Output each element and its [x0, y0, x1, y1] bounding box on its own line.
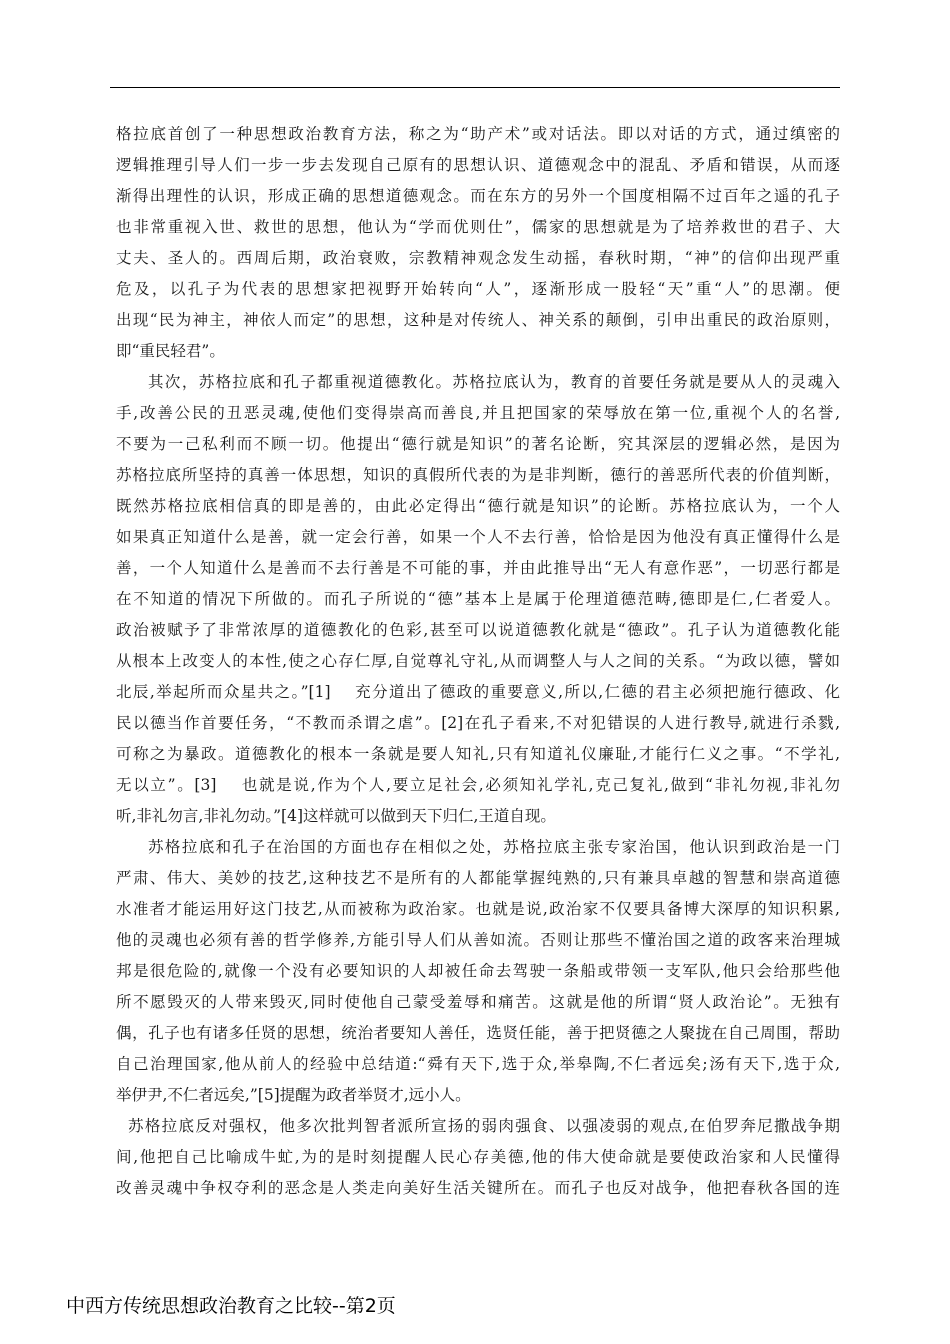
text-line: 从根本上改变人的本性,使之心存仁厚,自觉尊礼守礼,从而调整人与人之间的关系。“为政以德，譬如: [116, 652, 840, 670]
paragraph: [116, 1111, 840, 1204]
paragraph: [116, 367, 840, 832]
text-line: 偶，孔子也有诸多任贤的思想，统治者要知人善任，选贤任能，善于把贤德之人聚拢在自己周围，帮助: [116, 1024, 840, 1042]
text-line: 举伊尹,不仁者远矣,”[5]提醒为政者举贤才,远小人。: [116, 1086, 471, 1104]
document-body: [116, 119, 840, 1204]
text-line: 善，一个人知道什么是善而不去行善是不可能的事，并由此推导出“无人有意作恶”，一切恶行都是: [116, 559, 840, 577]
page-footer: 中西方传统思想政治教育之比较--第2页: [66, 1295, 396, 1317]
text-line: 出现“民为神主，神依人而定”的思想，这种是对传统人、神关系的颠倒，引申出重民的政治原则，: [116, 311, 840, 329]
text-line: 他的灵魂也必须有善的哲学修养,方能引导人们从善如流。否则让那些不懂治国之道的政客来治理城: [116, 931, 840, 949]
text-line: 苏格拉底所坚持的真善一体思想，知识的真假所代表的为是非判断，德行的善恶所代表的价值判断，: [116, 466, 840, 484]
text-line: 政治被赋予了非常浓厚的道德教化的色彩,甚至可以说道德教化就是“德政”。孔子认为道德教化能: [116, 621, 840, 639]
text-line: 也非常重视入世、救世的思想，他认为“学而优则仕”，儒家的思想就是为了培养救世的君子、大: [116, 218, 840, 236]
text-line: 严肃、伟大、美妙的技艺,这种技艺不是所有的人都能掌握纯熟的,只有兼具卓越的智慧和崇高道德: [116, 869, 840, 887]
header-rule: [110, 87, 840, 88]
text-line: 苏格拉底反对强权，他多次批判智者派所宣扬的弱肉强食、以强凌弱的观点,在伯罗奔尼撒战争期: [128, 1117, 840, 1135]
text-line: 听,非礼勿言,非礼勿动。”[4]这样就可以做到天下归仁,王道自现。: [116, 807, 556, 825]
text-line: 民以德当作首要任务，“不教而杀谓之虐”。[2]在孔子看来,不对犯错误的人进行教导,就进行杀戮,: [116, 714, 840, 732]
text-line: 可称之为暴政。道德教化的根本一条就是要人知礼,只有知道礼仪廉耻,才能行仁义之事。“不学礼,: [116, 745, 840, 763]
text-line: 逻辑推理引导人们一步一步去发现自己原有的思想认识、道德观念中的混乱、矛盾和错误，从而逐: [116, 156, 840, 174]
text-line: 危及，以孔子为代表的思想家把视野开始转向“人”，逐渐形成一股轻“天”重“人”的思潮。便: [116, 280, 840, 298]
text-line: 如果真正知道什么是善，就一定会行善，如果一个人不去行善，恰恰是因为他没有真正懂得什么是: [116, 528, 840, 546]
text-line: 所不愿毁灭的人带来毁灭,同时使他自己蒙受羞辱和痛苦。这就是他的所谓“贤人政治论”。无独有: [116, 993, 840, 1011]
paragraph: [116, 832, 840, 1111]
text-line: 不要为一己私利而不顾一切。他提出“德行就是知识”的著名论断，究其深层的逻辑必然，是因为: [116, 435, 840, 453]
text-line: 渐得出理性的认识，形成正确的思想道德观念。而在东方的另外一个国度相隔不过百年之遥的孔子: [116, 187, 840, 205]
text-line: 北辰,举起所而众星共之。”[1] 充分道出了德政的重要意义,所以,仁德的君主必须把施行德政、化: [116, 683, 840, 701]
text-line: 改善灵魂中争权夺利的恶念是人类走向美好生活关键所在。而孔子也反对战争，他把春秋各国的连: [116, 1179, 840, 1197]
text-line: 邦是很危险的,就像一个没有必要知识的人却被任命去驾驶一条船或带领一支军队,他只会给那些他: [116, 962, 840, 980]
text-line: 无以立”。[3] 也就是说,作为个人,要立足社会,必须知礼学礼,克己复礼,做到“非礼勿视,非礼勿: [116, 776, 840, 794]
text-line: 自己治理国家,他从前人的经验中总结道:“舜有天下,选于众,举皋陶,不仁者远矣;汤有天下,选于众,: [116, 1055, 840, 1073]
text-line: 手,改善公民的丑恶灵魂,使他们变得崇高而善良,并且把国家的荣辱放在第一位,重视个人的名誉,: [116, 404, 840, 422]
text-line: 苏格拉底和孔子在治国的方面也存在相似之处，苏格拉底主张专家治国，他认识到政治是一门: [148, 838, 840, 856]
text-line: 丈夫、圣人的。西周后期，政治衰败，宗教精神观念发生动摇，春秋时期，“神”的信仰出现严重: [116, 249, 840, 267]
text-line: 水准者才能运用好这门技艺,从而被称为政治家。也就是说,政治家不仅要具备博大深厚的知识积累,: [116, 900, 840, 918]
text-line: 在不知道的情况下所做的。而孔子所说的“德”基本上是属于伦理道德范畴,德即是仁,仁者爱人。: [116, 590, 840, 608]
paragraph: [116, 119, 840, 367]
text-line: 间,他把自己比喻成牛虻,为的是时刻提醒人民心存美德,他的伟大使命就是要使政治家和人民懂得: [116, 1148, 840, 1166]
text-line: 其次，苏格拉底和孔子都重视道德教化。苏格拉底认为，教育的首要任务就是要从人的灵魂入: [148, 373, 840, 391]
text-line: 即“重民轻君”。: [116, 342, 225, 360]
text-line: 既然苏格拉底相信真的即是善的，由此必定得出“德行就是知识”的论断。苏格拉底认为，一个人: [116, 497, 840, 515]
text-line: 格拉底首创了一种思想政治教育方法，称之为“助产术”或对话法。即以对话的方式，通过缜密的: [116, 125, 840, 143]
